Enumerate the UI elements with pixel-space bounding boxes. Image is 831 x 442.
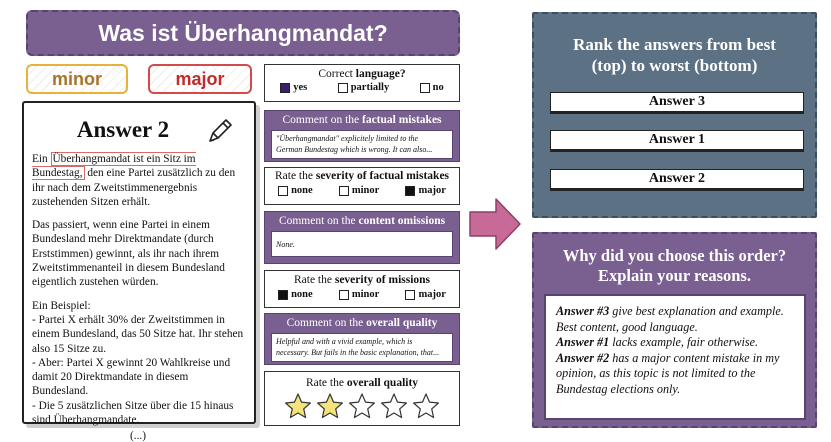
omission-severity-question [264,270,460,308]
factual-severity-label: Rate the severity of factual mistakes [274,170,450,182]
arrow-right-icon [466,195,524,253]
checkbox-icon[interactable] [405,290,415,300]
star-icon[interactable] [411,391,441,421]
page-title: Was ist Überhangmandat? [98,19,388,46]
answer-paragraph-3 [32,299,244,428]
answer-example-line: - Die 5 zusätzlichen Sitze über die 15 hinaus sind Überhangmandate. [32,399,234,427]
answer-example-line: - Aber: Partei X gewinnt 20 Wahlkreise und damit 20 Direktmandate in diesem Bundesland. [32,356,231,398]
factual-comment-field[interactable]: "Überhangmandat" explicitely limited to the German Bundestag which is wrong. It can also... [271,130,453,159]
omissions-comment-heading: Comment on the content omissions [278,215,446,227]
reason-line: Answer #1 lacks example, fair otherwise. [556,335,759,349]
why-textarea[interactable] [544,294,806,420]
factual-severity-minor[interactable]: minor [339,185,379,196]
checkbox-icon[interactable] [278,290,288,300]
quality-comment-field[interactable]: Helpful and with a vivid example, which is necessary. But fails in the basic explanation, that... [271,333,453,362]
checkbox-icon[interactable] [278,186,288,196]
language-option-partially[interactable]: partially [338,82,390,93]
checkbox-icon[interactable] [339,186,349,196]
star-rating[interactable] [265,391,459,421]
star-icon[interactable] [379,391,409,421]
factual-severity-major[interactable]: major [405,185,445,196]
checkbox-icon[interactable] [420,83,430,93]
checkbox-icon[interactable] [405,186,415,196]
star-icon[interactable] [347,391,377,421]
omission-severity-minor[interactable]: minor [339,289,379,300]
language-question [264,64,460,102]
checkbox-icon[interactable] [339,290,349,300]
omission-severity-label: Rate the severity of missions [293,274,431,286]
rank-title: Rank the answers from best (top) to worst (bottom) [573,35,776,75]
omission-severity-none[interactable]: none [278,289,313,300]
language-option-yes[interactable]: yes [280,82,307,93]
quality-comment-heading: Comment on the overall quality [286,317,438,329]
factual-severity-none[interactable]: none [278,185,313,196]
omissions-comment-field[interactable]: None. [271,231,453,257]
answer-p1-post: den eine Partei zusätzlich zu den ihr nach dem Zweitstimmenergebnis zustehenden Sitzen erhält. [32,167,236,208]
rank-item[interactable]: Answer 1 [550,130,804,152]
answer-paragraph-1 [32,152,244,209]
reason-line: Answer #3 give best explanation and example. Best content, good language. [556,304,784,334]
omission-severity-major[interactable]: major [405,289,445,300]
omissions-comment-box [264,211,460,264]
why-title: Why did you choose this order? Explain your reasons. [562,246,787,285]
page-title-banner [26,10,460,56]
answer-highlight: Überhangmandat ist ein Sitz im Bundestag, [32,153,196,180]
checkbox-icon[interactable] [338,83,348,93]
omission-severity-options [265,289,459,300]
why-panel [532,232,817,428]
quality-rating-question [264,371,460,426]
minor-tag[interactable]: minor [26,64,128,94]
answer-title: Answer 2 [76,117,170,142]
star-icon[interactable] [283,391,313,421]
factual-severity-options [265,185,459,196]
pencil-icon [204,117,234,147]
answer-paragraph-2: Das passiert, wenn eine Partei in einem Bundesland mehr Direktmandate (durch Erststimmen) gewinnt, als ihr nach ihrem Zweitstimmenanteil in diesem Bundesland eigentlich zustehen würden. [32,219,225,289]
rank-item[interactable]: Answer 3 [550,92,804,114]
reason-line: Answer #2 has a major content mistake in my opinion, as this topic is not limited to the Bundestag elections only. [556,350,780,396]
answer-example-line: - Partei X erhält 30% der Zweitstimmen in einem Bundesland, das 50 Sitze hat. Ihr stehen also 15 Sitze zu. [32,313,244,355]
rank-panel [532,12,817,218]
language-option-no[interactable]: no [420,82,444,93]
answer-ellipsis: (...) [130,430,146,442]
quality-rating-label: Rate the overall quality [305,377,419,389]
major-tag[interactable]: major [148,64,252,94]
answer-example-heading: Ein Beispiel: [32,299,91,312]
factual-comment-heading: Comment on the factual mistakes [282,114,442,126]
language-label: Correct language? [318,68,406,80]
quality-comment-box [264,313,460,365]
answer-card [22,101,256,442]
language-options [265,82,459,93]
star-icon[interactable] [315,391,345,421]
checkbox-icon[interactable] [280,83,290,93]
answer-p1-pre: Ein [32,153,51,165]
factual-severity-question [264,167,460,205]
factual-comment-box [264,110,460,162]
rank-item[interactable]: Answer 2 [550,169,804,191]
